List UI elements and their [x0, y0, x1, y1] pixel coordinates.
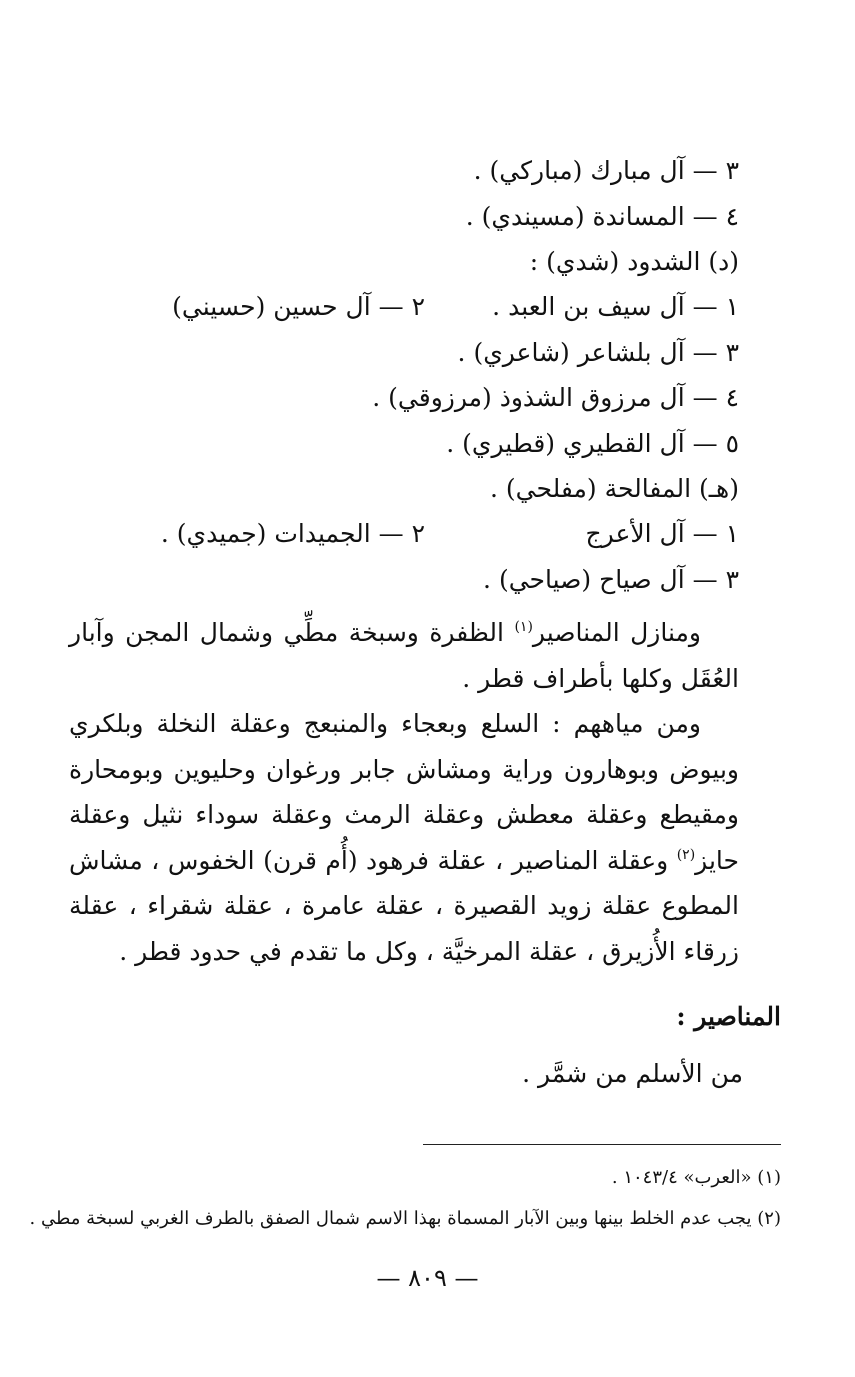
- list-item: ٣ — آل صياح (صياحي) .: [483, 565, 739, 594]
- list-item: ٤ — آل مرزوق الشذوذ (مرزوقي) .: [372, 383, 739, 412]
- list-item-second-column: ٢ — الجميدات (جميدي) .: [160, 519, 425, 548]
- section-text: من الأسلم من شمَّر .: [522, 1059, 743, 1088]
- paragraph-text: ومنازل المناصير: [532, 618, 701, 647]
- list-item: ٤ — المساندة (مسيندي) .: [465, 202, 739, 231]
- footnote-divider: [423, 1144, 781, 1145]
- list-subheading: (هـ) المفالحة (مفلحي) .: [489, 474, 739, 503]
- page-number: — ٨٠٩ —: [376, 1264, 479, 1292]
- paragraph-text: وعقلة المناصير ، عقلة فرهود (أُم قرن) الخفوس ، مشاش المطوع عقلة زويد القصيرة ، عقلة عامرة ، عقلة شقراء ، عقلة زرقاء الأُزيرق ، عقلة المرخيَّة ، وكل ما تقدم في حدود قطر .: [69, 845, 739, 966]
- paragraph-text: الظفرة وسبخة مطِّي وشمال المجن وآبار العُقَل وكلها بأطراف قطر .: [69, 618, 739, 693]
- paragraph-dwellings: [69, 610, 739, 701]
- list-item: ١ — آل الأعرج: [585, 519, 739, 548]
- paragraph-text: ومن مياههم : السلع وبعجاء والمنبعج وعقلة النخلة وبلكري وبيوض وبوهارون وراية ومشاش جابر ورغوان وحليوين وبومحارة ومقيطع وعقلة معطش وعقلة الرمث وعقلة سوداء نثيل وعقلة حايز: [69, 709, 739, 875]
- list-item: ٣ — آل مبارك (مباركي) .: [473, 156, 739, 185]
- list-item: ٣ — آل بلشاعر (شاعري) .: [457, 338, 739, 367]
- footnote: (٢) يجب عدم الخلط بينها وبين الآبار المسماة بهذا الاسم شمال الصفق بالطرف الغربي لسبخة مطي .: [29, 1208, 781, 1229]
- footnote: (١) «العرب» ١٠٤٣/٤ .: [611, 1167, 781, 1188]
- list-item-second-column: ٢ — آل حسين (حسيني): [172, 292, 425, 321]
- footnote-reference: (١): [514, 619, 533, 635]
- list-subheading: (د) الشدود (شدي) :: [529, 247, 739, 276]
- list-item: ٥ — آل القطيري (قطيري) .: [446, 429, 739, 458]
- paragraph-waters: [69, 701, 739, 974]
- list-item: ١ — آل سيف بن العبد .: [492, 292, 739, 321]
- footnote-reference: (٢): [676, 846, 696, 863]
- section-heading: المناصير :: [676, 1002, 781, 1031]
